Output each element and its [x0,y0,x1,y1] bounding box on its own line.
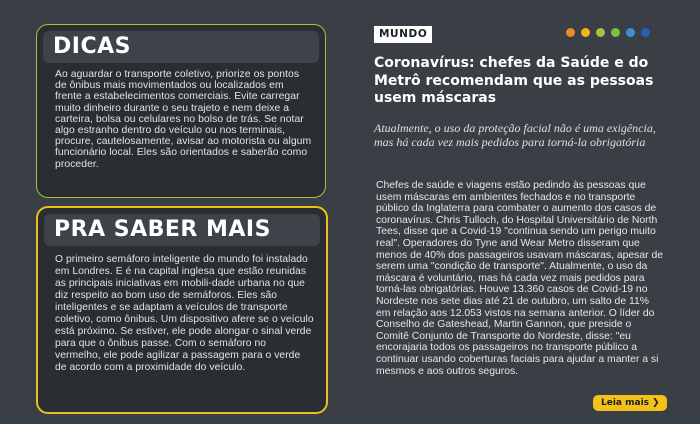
article-headline[interactable]: Coronavírus: chefes da Saúde e do Metrô recomendam que as pessoas usem máscaras [374,55,654,106]
dot-5 [626,28,635,37]
read-more-label: Leia mais [601,398,650,408]
dot-4 [611,28,620,37]
dot-3 [596,28,605,37]
article-body: Chefes de saúde e viagens estão pedindo às pessoas que usem máscaras em ambientes fechados e no transporte público da Inglaterra para combater o aumento dos casos de coronavírus. Chris Tulloch, do Hospital Universitário de North Tees, disse que a Covid-19 "continua sendo um perigo muito real". Operadores do Tyne and Wear Metro disseram que menos de 40% dos passageiros usavam máscaras, apesar de serem uma "condição de transporte". Atualmente, o uso da máscara é voluntário, mas há cada vez mais pedidos para torná-las obrigatórias. Houve 13.360 casos de Covid-19 no Nordeste nos sete dias até 21 de outubro, um salto de 11% em relação aos 12.053 vistos na semana anterior. O líder do Conselho de Gateshead, Martin Gannon, que preside o Comitê Conjunto de Transporte do Nordeste, disse: "eu encorajaria todos os passageiros no transporte público a continuar usando coberturas faciais para ajudar a manter a si mesmos e aos outros seguros. [376,180,664,377]
dot-2 [581,28,590,37]
dot-1 [566,28,575,37]
tips-box-title: DICAS [43,31,319,63]
tips-box [36,24,326,198]
dot-6 [641,28,650,37]
info-box-text: O primeiro semáforo inteligente do mundo foi instalado em Londres. E é na capital inglesa que estão reunidas as principais iniciativas em mobili-dade urbana no que diz respeito ao bom uso de semáforos. Eles são inteligentes e se adaptam a veículos de transporte coletivo, como ônibus. Um dispositivo afere se o veículo está próximo. Se estiver, ele pode alongar o sinal verde para que o ônibus passe. Com o semáforo no vermelho, ele pode agilizar a passagem para o verde de acordo com a proximidade do veículo. [55,254,314,373]
chevron-right-icon: ❯ [652,398,660,408]
article-subtitle: Atualmente, o uso da proteção facial não é uma exigência, mas há cada vez mais pedidos para torná-la obrigatória [374,121,656,149]
info-box [36,206,328,414]
read-more-button[interactable] [593,395,667,411]
info-box-title: PRA SABER MAIS [44,214,320,246]
decorative-dots [566,28,650,37]
section-tag[interactable]: MUNDO [374,26,432,43]
tips-box-text: Ao aguardar o transporte coletivo, priorize os pontos de ônibus mais movimentados ou localizados em frente a estabelecimentos comerciais. Evite carregar muito dinheiro durante o seu trajeto e nem deixe a carteira, bolsa ou celulares no bolso de trás. Se notar algo estranho dentro do veículo ou nos terminais, procure, cautelosamente, avisar ao motorista ou algum funcionário local. Eles são orientados e saberão como proceder. [55,69,312,170]
